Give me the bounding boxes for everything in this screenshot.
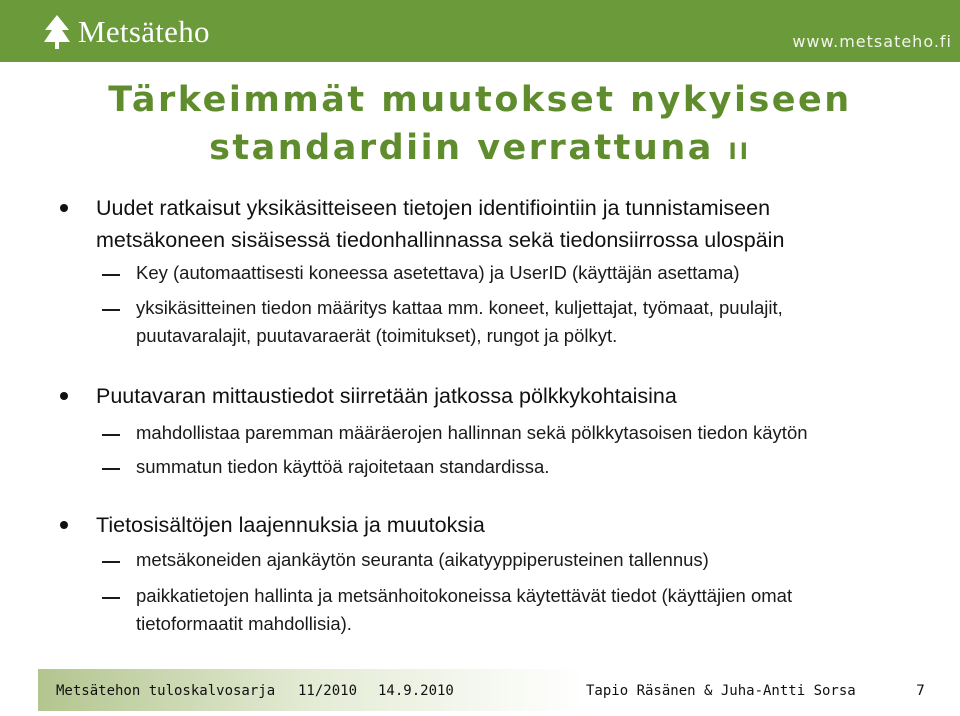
- page-number: 7: [916, 683, 925, 699]
- title-part-marker: II: [728, 140, 751, 165]
- footer-date: 14.9.2010: [378, 683, 454, 699]
- title-line-2-text: standardiin verrattuna: [209, 128, 714, 168]
- bullet-1-line-1: Uudet ratkaisut yksikäsitteiseen tietojen identifiointiin ja tunnistamiseen: [96, 196, 771, 220]
- logo-text: Metsäteho: [78, 14, 210, 49]
- sub-item-1-2: [136, 294, 936, 350]
- title-line-1: Tärkeimmät muutokset nykyiseen: [108, 80, 852, 120]
- bullet-item-1: [96, 192, 946, 256]
- bullet-item-2: [96, 380, 946, 412]
- slide-title: [0, 76, 960, 177]
- sub-3-1-line-1: metsäkoneiden ajankäytön seuranta (aikatyyppiperusteinen tallennus): [136, 549, 709, 570]
- sub-2-1-line-1: mahdollistaa paremman määräerojen hallinnan sekä pölkkytasoisen tiedon käytön: [136, 422, 808, 443]
- header-bar: [0, 0, 960, 62]
- sub-item-3-2: [136, 582, 936, 638]
- bullet-2-line-1: Puutavaran mittaustiedot siirretään jatkossa pölkkykohtaisina: [96, 384, 677, 408]
- sub-1-2-line-1: yksikäsitteinen tiedon määritys kattaa mm. koneet, kuljettajat, työmaat, puulajit,: [136, 297, 783, 318]
- sub-1-1-line-1: Key (automaattisesti koneessa asetettava) ja UserID (käyttäjän asettama): [136, 262, 740, 283]
- website-link[interactable]: www.metsateho.fi: [792, 32, 952, 51]
- sub-3-2-line-2: tietoformaatit mahdollisia).: [136, 613, 352, 634]
- sub-2-2-line-1: summatun tiedon käyttöä rajoitetaan standardissa.: [136, 456, 550, 477]
- footer-authors: Tapio Räsänen & Juha-Antti Sorsa: [586, 683, 856, 699]
- sub-item-3-1: [136, 546, 936, 574]
- bullet-1-line-2: metsäkoneen sisäisessä tiedonhallinnassa sekä tiedonsiirrossa ulospäin: [96, 228, 785, 252]
- tree-logo-icon: [42, 13, 72, 51]
- footer-series-date: 11/2010: [298, 683, 358, 699]
- sub-item-2-1: [136, 419, 936, 447]
- bullet-item-3: [96, 509, 946, 541]
- metsateho-logo[interactable]: [42, 12, 210, 52]
- title-line-2: [0, 124, 960, 177]
- footer-organization: Metsätehon tuloskalvosarja: [56, 683, 276, 699]
- sub-1-2-line-2: puutavaralajit, puutavaraerät (toimitukset), rungot ja pölkyt.: [136, 325, 618, 346]
- sub-3-2-line-1: paikkatietojen hallinta ja metsänhoitokoneissa käytettävät tiedot (käyttäjien omat: [136, 585, 793, 606]
- sub-item-2-2: [136, 453, 936, 481]
- sub-item-1-1: [136, 259, 936, 287]
- bullet-3-line-1: Tietosisältöjen laajennuksia ja muutoksia: [96, 513, 485, 537]
- footer-bar: [38, 669, 948, 711]
